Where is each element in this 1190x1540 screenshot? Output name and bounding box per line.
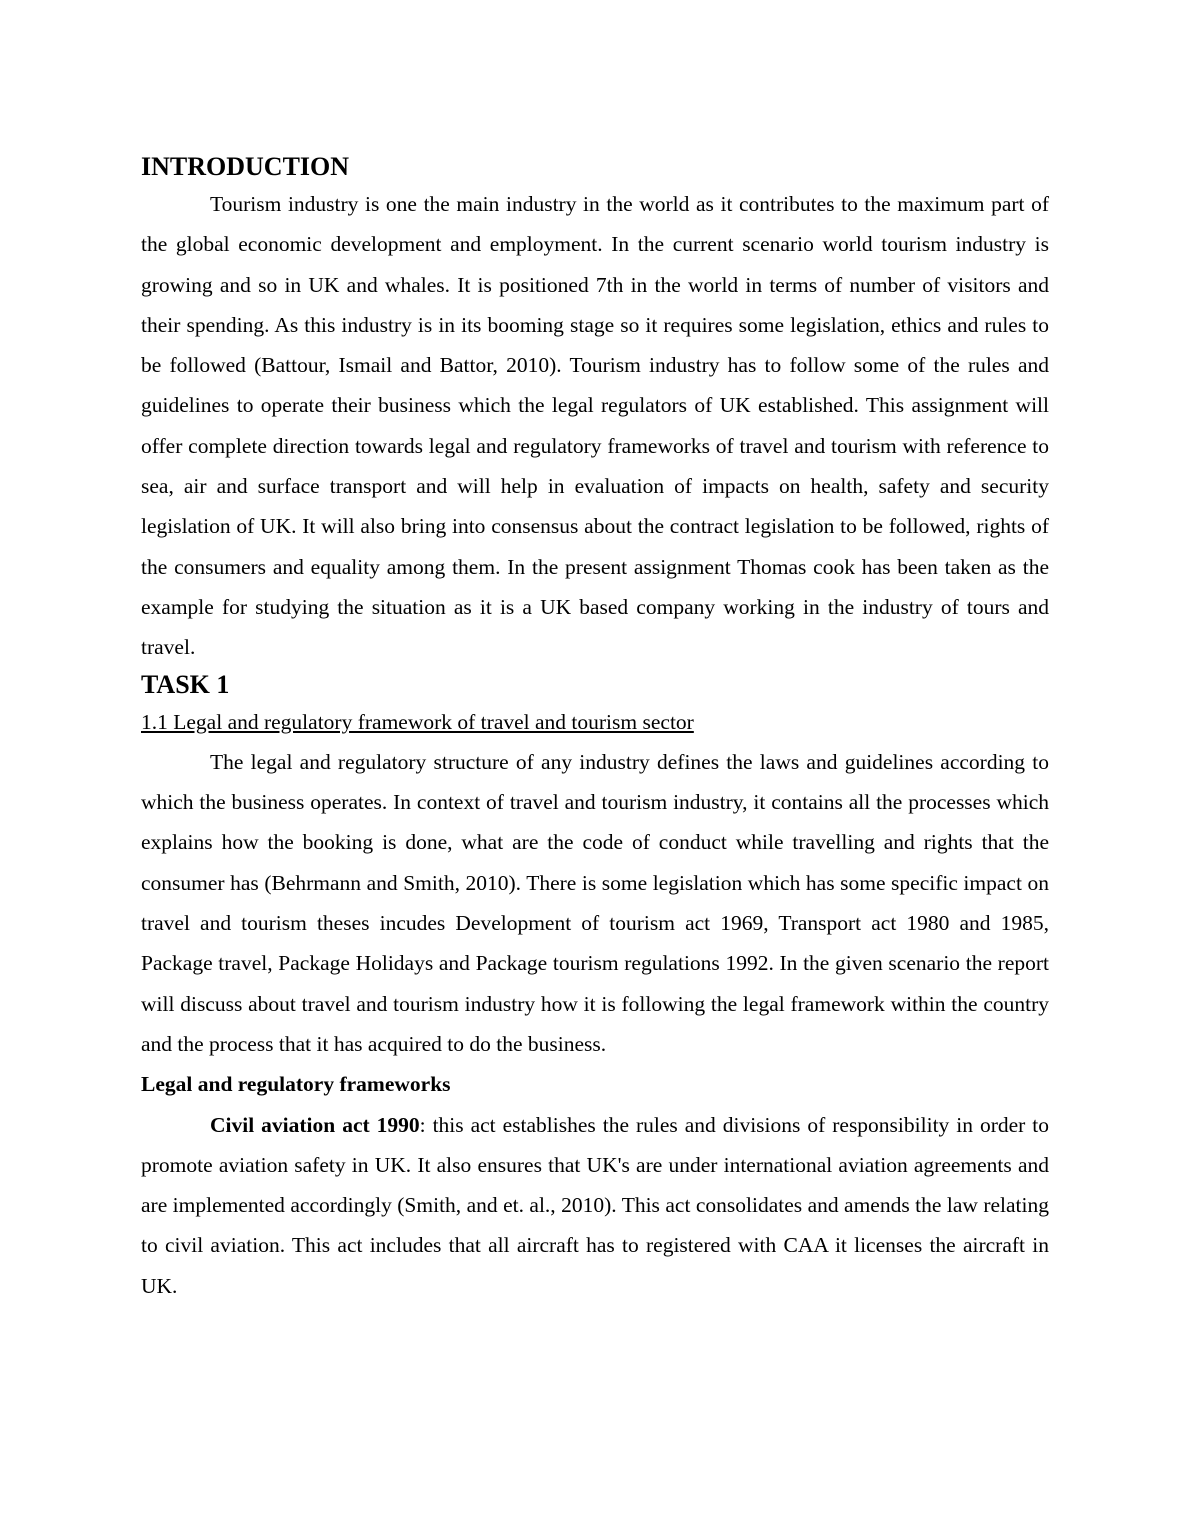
- section-1-1-paragraph: The legal and regulatory structure of any industry defines the laws and guidelines according to which the business operates. In context of travel and tourism industry, it contains all the processes which explains how the booking is done, what are the code of conduct while travelling and rights that the consumer has (Behrmann and Smith, 2010). There is some legislation which has some specific impact on travel and tourism theses incudes Development of tourism act 1969, Transport act 1980 and 1985, Package travel, Package Holidays and Package tourism regulations 1992. In the given scenario the report will discuss about travel and tourism industry how it is following the legal framework within the country and the process that it has acquired to do the business.: [141, 749, 1049, 1056]
- frameworks-heading: Legal and regulatory frameworks: [141, 1072, 451, 1097]
- civil-aviation-term: Civil aviation act 1990: [210, 1112, 420, 1137]
- civil-aviation-paragraph: [141, 1105, 1049, 1306]
- document-page: [141, 150, 1049, 1306]
- introduction-heading: INTRODUCTION: [141, 152, 350, 181]
- civil-aviation-text: : this act establishes the rules and divisions of responsibility in order to promote aviation safety in UK. It also ensures that UK's are under international aviation agreements and are implemented accordingly (Smith, and et. al., 2010). This act consolidates and amends the law relating to civil aviation. This act includes that all aircraft has to registered with CAA it licenses the aircraft in UK.: [141, 1112, 1049, 1298]
- introduction-paragraph: Tourism industry is one the main industry in the world as it contributes to the maximum part of the global economic development and employment. In the current scenario world tourism industry is growing and so in UK and whales. It is positioned 7th in the world in terms of number of visitors and their spending. As this industry is in its booming stage so it requires some legislation, ethics and rules to be followed (Battour, Ismail and Battor, 2010). Tourism industry has to follow some of the rules and guidelines to operate their business which the legal regulators of UK established. This assignment will offer complete direction towards legal and regulatory frameworks of travel and tourism with reference to sea, air and surface transport and will help in evaluation of impacts on health, safety and security legislation of UK. It will also bring into consensus about the contract legislation to be followed, rights of the consumers and equality among them. In the present assignment Thomas cook has been taken as the example for studying the situation as it is a UK based company working in the industry of tours and travel.: [141, 192, 1049, 660]
- section-1-1-heading: 1.1 Legal and regulatory framework of travel and tourism sector: [141, 709, 694, 734]
- task-1-heading: TASK 1: [141, 669, 230, 699]
